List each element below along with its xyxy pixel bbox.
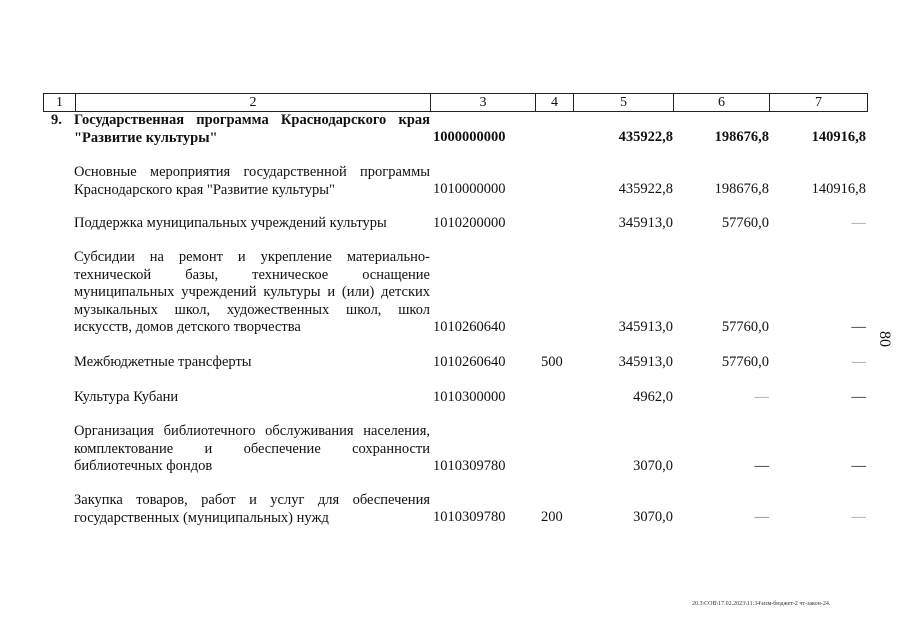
header-col-4: 4 xyxy=(536,94,574,111)
row-vr: 200 xyxy=(541,509,563,525)
row-name: Основные мероприятия государственной программы Краснодарского края "Развитие культуры" xyxy=(74,164,430,198)
row-col6: — xyxy=(754,509,769,525)
row-col5: 3070,0 xyxy=(633,509,673,525)
row-code: 1010000000 xyxy=(433,181,506,197)
table-header xyxy=(43,93,868,112)
row-col5: 3070,0 xyxy=(633,458,673,474)
row-code: 1010260640 xyxy=(433,319,506,335)
header-col-6: 6 xyxy=(674,94,770,111)
row-col7: 140916,8 xyxy=(811,181,866,197)
row-col7: 140916,8 xyxy=(811,129,866,145)
row-name: Государственная программа Краснодарского края "Развитие культуры" xyxy=(74,112,430,146)
row-name: Культура Кубани xyxy=(74,389,179,405)
row-code: 1010200000 xyxy=(433,215,506,231)
row-col5: 345913,0 xyxy=(618,354,673,370)
row-vr: 500 xyxy=(541,354,563,370)
row-col5: 435922,8 xyxy=(618,129,673,145)
row-col6: 57760,0 xyxy=(721,215,769,231)
row-col7: — xyxy=(851,319,866,335)
row-code: 1000000000 xyxy=(433,129,506,145)
header-col-7: 7 xyxy=(815,95,822,110)
row-col5: 4962,0 xyxy=(633,389,673,405)
header-col-2: 2 xyxy=(76,94,431,111)
row-col7: — xyxy=(851,389,866,405)
header-col-3: 3 xyxy=(431,94,536,111)
row-col7: — xyxy=(851,354,866,370)
row-col6: 198676,8 xyxy=(714,129,769,145)
footer-filepath: 20.3\СОВ\17.02.2023\11:34\изм-бюджет-2 чт-закон-24. xyxy=(692,601,831,607)
row-col7: — xyxy=(851,509,866,525)
row-col6: 198676,8 xyxy=(714,181,769,197)
row-name: Межбюджетные трансферты xyxy=(74,354,252,370)
row-code: 1010300000 xyxy=(433,389,506,405)
row-code: 1010309780 xyxy=(433,458,506,474)
row-col5: 345913,0 xyxy=(618,319,673,335)
row-name: Организация библиотечного обслуживания населения, комплектование и обеспечение сохранности библиотечных фондов xyxy=(74,423,430,474)
row-code: 1010260640 xyxy=(433,354,506,370)
row-col5: 435922,8 xyxy=(618,181,673,197)
header-col-1: 1 xyxy=(44,94,76,111)
row-col6: 57760,0 xyxy=(721,354,769,370)
row-col7: — xyxy=(851,458,866,474)
row-col5: 345913,0 xyxy=(618,215,673,231)
row-number: 9. xyxy=(51,112,62,128)
row-col7: — xyxy=(851,215,866,231)
row-col6: — xyxy=(754,458,769,474)
row-col6: 57760,0 xyxy=(721,319,769,335)
row-name: Закупка товаров, работ и услуг для обеспечения государственных (муниципальных) нужд xyxy=(74,492,430,526)
row-col6: — xyxy=(754,389,769,405)
header-col-5: 5 xyxy=(574,94,674,111)
row-code: 1010309780 xyxy=(433,509,506,525)
row-name: Поддержка муниципальных учреждений культуры xyxy=(74,215,387,231)
page-number: 80 xyxy=(876,331,893,347)
row-name: Субсидии на ремонт и укрепление материально-технической базы, техническое оснащение муниципальных учреждений культуры и (или) детских музыкальных школ, художественных школ, школ искусств, домов детского творчества xyxy=(74,249,430,335)
